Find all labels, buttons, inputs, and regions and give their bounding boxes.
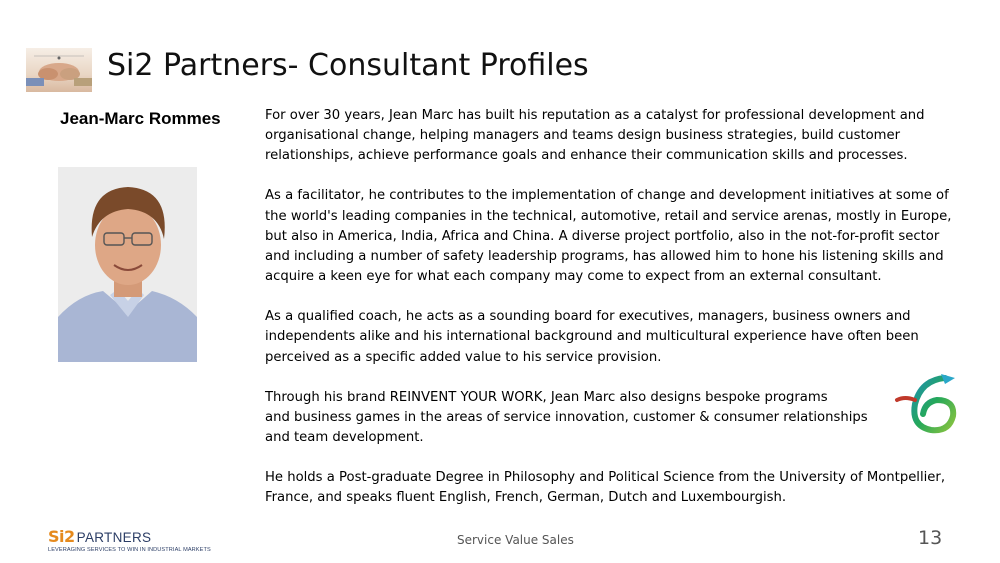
logo-si2-text: Si2	[48, 527, 75, 546]
page-title: Si2 Partners- Consultant Profiles	[107, 48, 589, 83]
logo-partners-text: PARTNERS	[76, 530, 152, 545]
bio-paragraph: For over 30 years, Jean Marc has built his reputation as a catalyst for professional development and organisational change, helping managers and teams design business strategies, build customer relationships, achieve performance goals and enhance their communication skills and processes.	[265, 108, 925, 164]
bio-paragraph: As a facilitator, he contributes to the implementation of change and development initiatives at some of the world's leading companies in the technical, automotive, retail and service arenas, mostly in Europe, but also in America, India, Africa and China. A diverse project portfolio, also in the not-for-profit sector and including a number of safety leadership programs, has allowed him to hone his listening skills and acquire a keen eye for what each company may come to expect from an external consultant.	[265, 188, 952, 285]
consultant-photo	[58, 167, 197, 362]
reinvent-your-work-logo	[891, 370, 961, 436]
consultant-name: Jean-Marc Rommes	[60, 109, 221, 128]
si2-partners-footer-logo	[48, 528, 218, 556]
hands-logo-image	[26, 48, 92, 92]
page-number: 13	[918, 527, 943, 549]
bio-paragraph: Through his brand REINVENT YOUR WORK, Jean Marc also designs bespoke programs and business games in the areas of service innovation, customer & consumer relationships and team development.	[265, 389, 868, 446]
consultant-bio	[265, 106, 970, 528]
bio-paragraph: As a qualified coach, he acts as a sounding board for executives, managers, business owners and independents alike and his international background and multicultural experience have often been perceived as a specific added value to his service provision.	[265, 309, 919, 365]
logo-tagline: LEVERAGING SERVICES TO WIN IN INDUSTRIAL MARKETS	[48, 547, 211, 553]
bio-paragraph: He holds a Post-graduate Degree in Philosophy and Political Science from the University of Montpellier, France, and speaks fluent English, French, German, Dutch and Luxembourgish.	[265, 470, 946, 506]
footer-text: Service Value Sales	[457, 533, 574, 547]
